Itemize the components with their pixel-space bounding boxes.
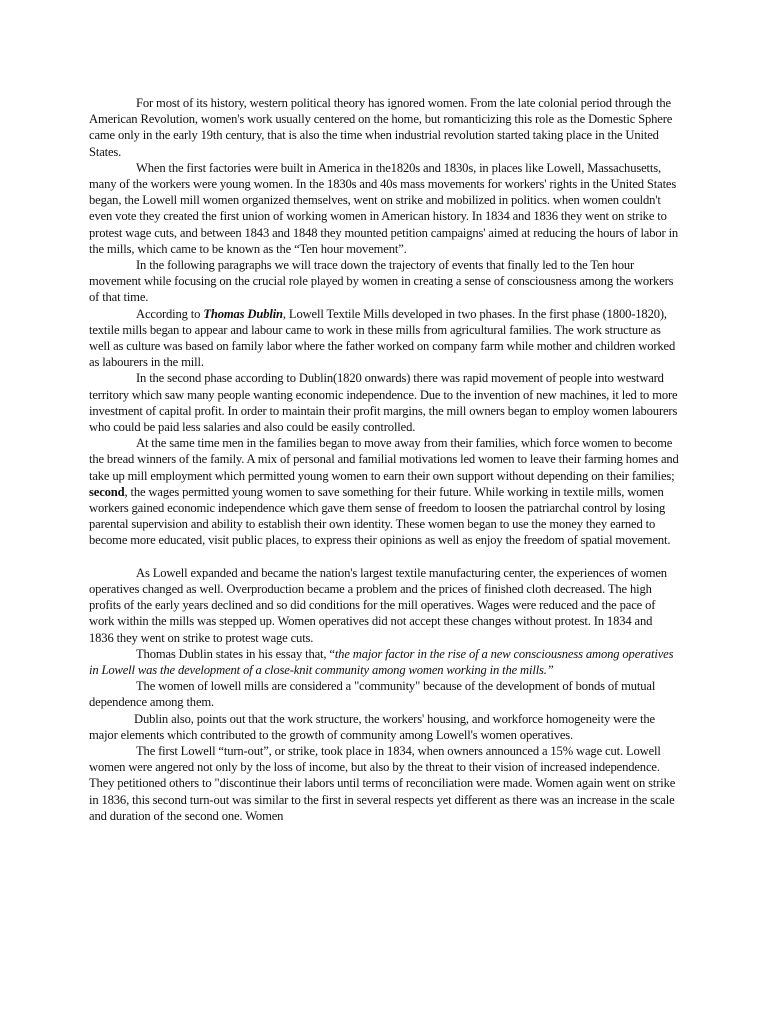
paragraph-4 <box>89 306 679 371</box>
paragraph-5: In the second phase according to Dublin(1820 onwards) there was rapid movement of people into westward territory which saw many people wanting economic independence. Due to the invention of new machines, it led to more investment of capital profit. In order to maintain their profit margins, the mill owners began to employ women labourers who could be paid less salaries and also could be easily controlled. <box>89 371 678 435</box>
paragraph-4-lead: According to <box>136 306 204 321</box>
dublin-quote: the major factor in the rise of a new consciousness among operatives in Lowell was the development of a close-knit community among women working in the mills.” <box>89 646 674 677</box>
document-body <box>89 95 679 824</box>
paragraph-9: The women of lowell mills are considered a "community" because of the development of bonds of mutual dependence among them. <box>89 679 656 710</box>
paragraph-6 <box>89 435 679 548</box>
author-name: Thomas Dublin <box>203 306 283 321</box>
paragraph-10: Dublin also, points out that the work structure, the workers' housing, and workforce homogeneity were the major elements which contributed to the growth of community among Lowell's women operatives. <box>89 711 655 742</box>
paragraph-7: As Lowell expanded and became the nation's largest textile manufacturing center, the experiences of women operatives changed as well. Overproduction became a problem and the prices of finished cloth decreased. The high profits of the early years declined and so did conditions for the mill operatives. Wages were reduced and the pace of work within the mills was stepped up. Women operatives did not accept these changes without protest. In 1834 and 1836 they went on strike to protest wage cuts. <box>89 565 667 645</box>
paragraph-8 <box>89 646 679 678</box>
paragraph-4-rest: , Lowell Textile Mills developed in two phases. In the first phase (1800-1820), textile mills began to appear and labour came to work in these mills from agricultural families. The work structure as well as culture was based on family labor where the father worked on company farm while mother and children worked as labourers in the mill. <box>89 306 676 370</box>
paragraph-2: When the first factories were built in America in the1820s and 1830s, in places like Lowell, Massachusetts, many of the workers were young women. In the 1830s and 40s mass movements for workers' rights in the United States began, the Lowell mill women organized themselves, went on strike and mobilized in politics. when women couldn't even vote they created the first union of working women in American history. In 1834 and 1836 they went on strike to protest wage cuts, and between 1843 and 1848 they mounted petition campaigns' aimed at reducing the hours of labor in the mills, which came to be known as the “Ten hour movement”. <box>89 160 679 256</box>
paragraph-gap <box>89 549 679 565</box>
paragraph-3: In the following paragraphs we will trace down the trajectory of events that finally led to the Ten hour movement while focusing on the crucial role played by women in creating a sense of consciousness among the workers of that time. <box>89 258 674 305</box>
paragraph-6-lead: At the same time men in the families began to move away from their families, which force women to become the bread winners of the family. A mix of personal and familial motivations led women to leave their farming homes and take up mill employment which permitted young women to earn their own support without depending on their families; <box>89 436 679 483</box>
paragraph-1: For most of its history, western political theory has ignored women. From the late colonial period through the American Revolution, women's work usually centered on the home, but romanticizing this role as the Domestic Sphere came only in the early 19th century, that is also the time when industrial revolution started taking place in the United States. <box>89 96 673 159</box>
paragraph-11: The first Lowell “turn-out”, or strike, took place in 1834, when owners announced a 15% wage cut. Lowell women were angered not only by the loss of income, but also by the threat to their vision of increased independence. They petitioned others to "discontinue their labors until terms of reconciliation were made. Women again went on strike in 1836, this second turn-out was similar to the first in several respects yet different as there was an increase in the scale and duration of the second one. Women <box>89 743 676 823</box>
paragraph-6-rest: , the wages permitted young women to save something for their future. While working in textile mills, women workers gained economic independence which gave them sense of freedom to loosen the patriarchal control by losing parental supervision and ability to establish their own identity. These women began to use the money they earned to become more educated, visit public places, to express their opinions as well as enjoy the freedom of spatial movement. <box>89 484 671 548</box>
bold-word-second: second <box>89 484 125 499</box>
paragraph-8-lead: Thomas Dublin states in his essay that, “ <box>136 646 335 661</box>
